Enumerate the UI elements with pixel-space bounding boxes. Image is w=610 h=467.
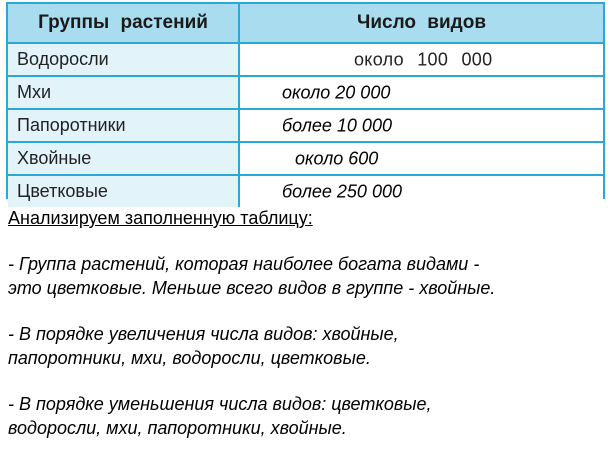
table-row: [8, 43, 603, 76]
header-species-count: Число видов: [239, 4, 603, 43]
count-cell: [239, 109, 603, 142]
table-row: [8, 109, 603, 142]
analysis-line: - Группа растений, которая наиболее богата видами -: [8, 254, 480, 274]
group-cell: Цветковые: [8, 175, 239, 207]
species-table: [8, 4, 603, 207]
group-cell: Водоросли: [8, 43, 239, 76]
count-cell: [239, 43, 603, 76]
analysis-line: водоросли, мхи, папоротники, хвойные.: [8, 418, 347, 438]
table-row: [8, 175, 603, 207]
analysis-line: папоротники, мхи, водоросли, цветковые.: [8, 348, 371, 368]
count-value: около 600: [295, 148, 379, 168]
group-cell: Папоротники: [8, 109, 239, 142]
group-cell: Хвойные: [8, 142, 239, 175]
count-value: более 250 000: [282, 181, 402, 201]
count-cell: [239, 175, 603, 207]
analysis-line: - В порядке увеличения числа видов: хвойные,: [8, 324, 399, 344]
count-value: более 10 000: [282, 115, 392, 135]
analysis-section: [8, 206, 604, 440]
group-cell: Мхи: [8, 76, 239, 109]
count-value: около 100 000: [354, 49, 493, 69]
count-cell: [239, 142, 603, 175]
analysis-line: это цветковые. Меньше всего видов в группе - хвойные.: [8, 278, 496, 298]
analysis-line: - В порядке уменьшения числа видов: цветковые,: [8, 394, 432, 414]
table-row: [8, 76, 603, 109]
table-row: [8, 142, 603, 175]
analysis-heading: Анализируем заполненную таблицу:: [8, 208, 313, 228]
header-plant-groups: Группы растений: [8, 4, 239, 43]
count-value: около 20 000: [282, 82, 391, 102]
table-header-row: [8, 4, 603, 43]
plant-groups-table: [6, 2, 605, 199]
count-cell: [239, 76, 603, 109]
